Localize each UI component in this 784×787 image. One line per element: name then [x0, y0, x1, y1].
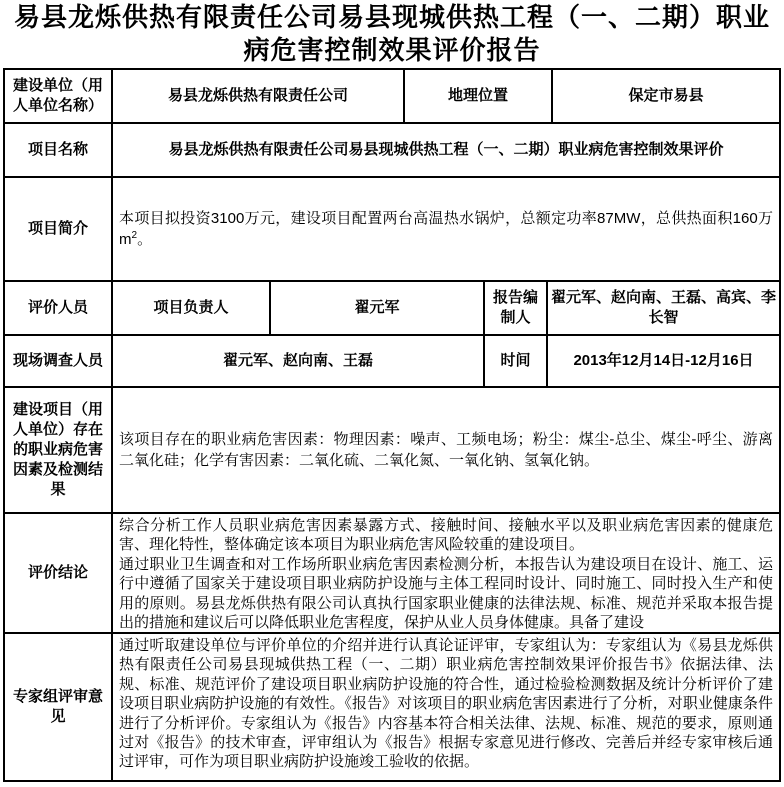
table-row-evaluation-conclusion	[5, 514, 779, 634]
hazard-factors-label: 建设项目（用人单位）存在的职业病危害因素及检测结果	[5, 388, 113, 514]
table-row-expert-review	[5, 634, 779, 780]
table-row-project-intro	[5, 178, 779, 282]
time-label: 时间	[485, 336, 548, 388]
project-intro-value	[113, 178, 779, 282]
expert-review-label: 专家组评审意见	[5, 634, 113, 780]
table-row-evaluators	[5, 282, 779, 336]
evaluation-conclusion-label: 评价结论	[5, 514, 113, 634]
evaluators-label: 评价人员	[5, 282, 113, 336]
table-row-hazard-factors	[5, 388, 779, 514]
evaluation-conclusion-value	[113, 514, 779, 634]
report-table	[3, 68, 781, 782]
project-leader-label: 项目负责人	[113, 282, 271, 336]
project-leader-value: 翟元军	[271, 282, 485, 336]
expert-review-text: 通过听取建设单位与评价单位的介绍并进行认真论证评审，专家组认为：专家组认为《易县龙烁供热有限责任公司易县现城供热工程（一、二期）职业病危害控制效果评价报告书》依据法律、法规、标准、规范评价了建设项目职业病防护设施的符合性，通过检验检测数据及统计分析评价了建设项目职业病防护设施的有效性。《报告》对该项目的职业病危害因素进行了分析，对职业健康条件进行了分析评价。专家组认为《报告》内容基本符合相关法律、法规、标准、规范的要求，原则通过对《报告》的技术审查，评审组认为《报告》根据专家意见进行修改、完善后并经专家审核后通过评审，可作为项目职业病防护设施竣工验收的依据。	[119, 637, 773, 771]
hazard-factors-text: 该项目存在的职业病危害因素：物理因素：噪声、工频电场；粉尘：煤尘-总尘、煤尘-呼尘、游离二氧化硅；化学有害因素：二氧化硫、二氧化氮、一氧化钠、氢氧化钠。	[119, 431, 773, 469]
geographic-location-value: 保定市易县	[553, 70, 779, 124]
geographic-location-label: 地理位置	[405, 70, 553, 124]
expert-review-value	[113, 634, 779, 780]
report-compilers-label: 报告编制人	[485, 282, 548, 336]
table-row-project-name	[5, 124, 779, 178]
construction-unit-value: 易县龙烁供热有限责任公司	[113, 70, 405, 124]
project-name-label: 项目名称	[5, 124, 113, 178]
superscript-2: 2	[131, 230, 138, 241]
project-intro-text: 本项目拟投资3100万元，建设项目配置两台高温热水锅炉，总额定功率87MW，总供热面积160万m	[119, 210, 773, 248]
conclusion-paragraph-2: 通过职业卫生调查和对工作场所职业病危害因素检测分析，本报告认为建设项目在设计、施工、运行中遵循了国家关于建设项目职业病防护设施与主体工程同时设计、同时施工、同时投入生产和使用的原则。易县龙烁供热有限公司认真执行国家职业健康的法律法规、标准、规范并采取本报告提出的措施和建议后可以降低职业危害程度，保护从业人员身体健康。具备了建设	[119, 555, 773, 632]
construction-unit-label: 建设单位（用人单位名称）	[5, 70, 113, 124]
hazard-factors-value	[113, 388, 779, 514]
conclusion-paragraph-1: 综合分析工作人员职业病危害因素暴露方式、接触时间、接触水平以及职业病危害因素的健康危害、理化特性，整体确定该本项目为职业病危害风险较重的建设项目。	[119, 517, 773, 554]
site-survey-value: 翟元军、赵向南、王磊	[113, 336, 485, 388]
table-row-site-survey	[5, 336, 779, 388]
table-row-construction-unit	[5, 70, 779, 124]
time-value: 2013年12月14日-12月16日	[548, 336, 779, 388]
project-intro-period: 。	[137, 231, 153, 248]
site-survey-label: 现场调查人员	[5, 336, 113, 388]
project-intro-label: 项目简介	[5, 178, 113, 282]
report-title: 易县龙烁供热有限责任公司易县现城供热工程（一、二期）职业病危害控制效果评价报告	[13, 2, 770, 65]
project-name-value: 易县龙烁供热有限责任公司易县现城供热工程（一、二期）职业病危害控制效果评价	[113, 124, 779, 178]
report-compilers-value: 翟元军、赵向南、王磊、高宾、李长智	[548, 282, 779, 336]
